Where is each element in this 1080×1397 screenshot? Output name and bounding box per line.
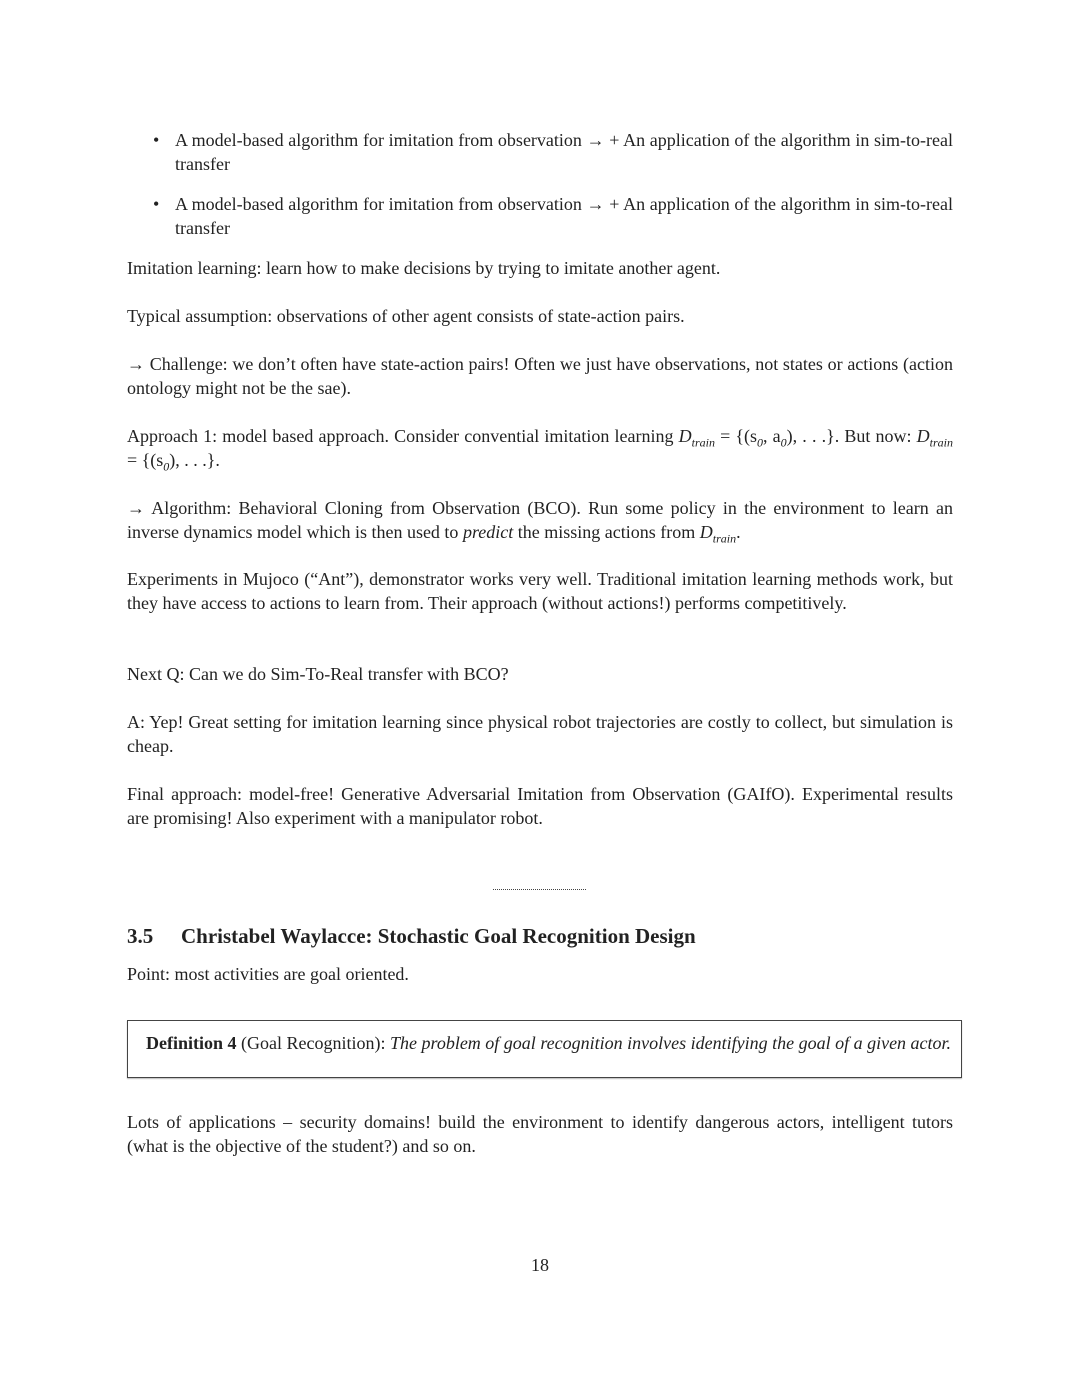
definition-box — [127, 1020, 962, 1078]
definition-body: The problem of goal recognition involves identifying the goal of a given actor. — [389, 1033, 952, 1053]
paragraph-final: Final approach: model-free! Generative Adversarial Imitation from Observation (GAIfO). Experimental results are promising! Also experiment with a manipulator robot. — [127, 784, 953, 828]
paragraph-assumption: Typical assumption: observations of other agent consists of state-action pairs. — [127, 306, 685, 326]
emphasis: predict — [462, 522, 514, 542]
paragraph-applications: Lots of applications – security domains! build the environment to identify dangerous actors, intelligent tutors (what is the objective of the student?) and so on. — [127, 1112, 953, 1156]
paragraph-nextq: Next Q: Can we do Sim-To-Real transfer with BCO? — [127, 664, 509, 684]
bullet-icon: • — [153, 130, 160, 150]
math: D — [699, 522, 713, 542]
divider — [493, 889, 586, 890]
text: the missing actions from — [513, 522, 700, 542]
section-title: Christabel Waylacce: Stochastic Goal Recognition Design — [181, 924, 696, 948]
text: → Algorithm: Behavioral Cloning from Observation (BCO). Run some policy in the environment to learn an inverse dynamics model which is then used to — [127, 498, 953, 542]
paragraph-answer: A: Yep! Great setting for imitation learning since physical robot trajectories are costly to collect, but simulation is cheap. — [127, 712, 953, 756]
bullet-icon: • — [153, 194, 160, 214]
text: . — [736, 522, 741, 542]
bullet-text: A model-based algorithm for imitation from observation → + An application of the algorithm in sim-to-real transfer — [175, 194, 953, 238]
math: train — [929, 435, 953, 450]
math: 0 — [757, 435, 764, 450]
paragraph-experiments: Experiments in Mujoco (“Ant”), demonstrator works very well. Traditional imitation learning methods work, but they have access to actions to learn from. Their approach (without actions!) performs competitively. — [127, 569, 953, 613]
text: ), . . .}. But now: — [786, 426, 917, 446]
paragraph-challenge: → Challenge: we don’t often have state-action pairs! Often we just have observations, not states or actions (action ontology might not be the sae). — [127, 354, 953, 398]
paragraph-imitation: Imitation learning: learn how to make decisions by trying to imitate another agent. — [127, 258, 721, 278]
bullet-text: A model-based algorithm for imitation from observation → + An application of the algorithm in sim-to-real transfer — [175, 130, 953, 174]
paragraph-point: Point: most activities are goal oriented. — [127, 964, 409, 984]
math: = {(s — [127, 450, 164, 470]
definition-label: Definition 4 — [146, 1033, 237, 1053]
page-number: 18 — [531, 1255, 549, 1275]
math: D — [678, 426, 692, 446]
math: ), . . .}. — [169, 450, 220, 470]
paragraph-approach1 — [127, 424, 953, 472]
math: train — [691, 435, 715, 450]
math: = {(s — [714, 426, 758, 446]
paragraph-algorithm — [127, 496, 953, 544]
math: 0 — [163, 459, 170, 474]
definition-name: (Goal Recognition): — [241, 1033, 386, 1053]
section-heading — [127, 924, 696, 948]
math: 0 — [780, 435, 787, 450]
math: train — [712, 531, 737, 546]
math: , a — [763, 426, 781, 446]
text: Approach 1: model based approach. Consider convential imitation learning — [127, 426, 679, 446]
section-number: 3.5 — [127, 924, 154, 948]
math: D — [916, 426, 930, 446]
